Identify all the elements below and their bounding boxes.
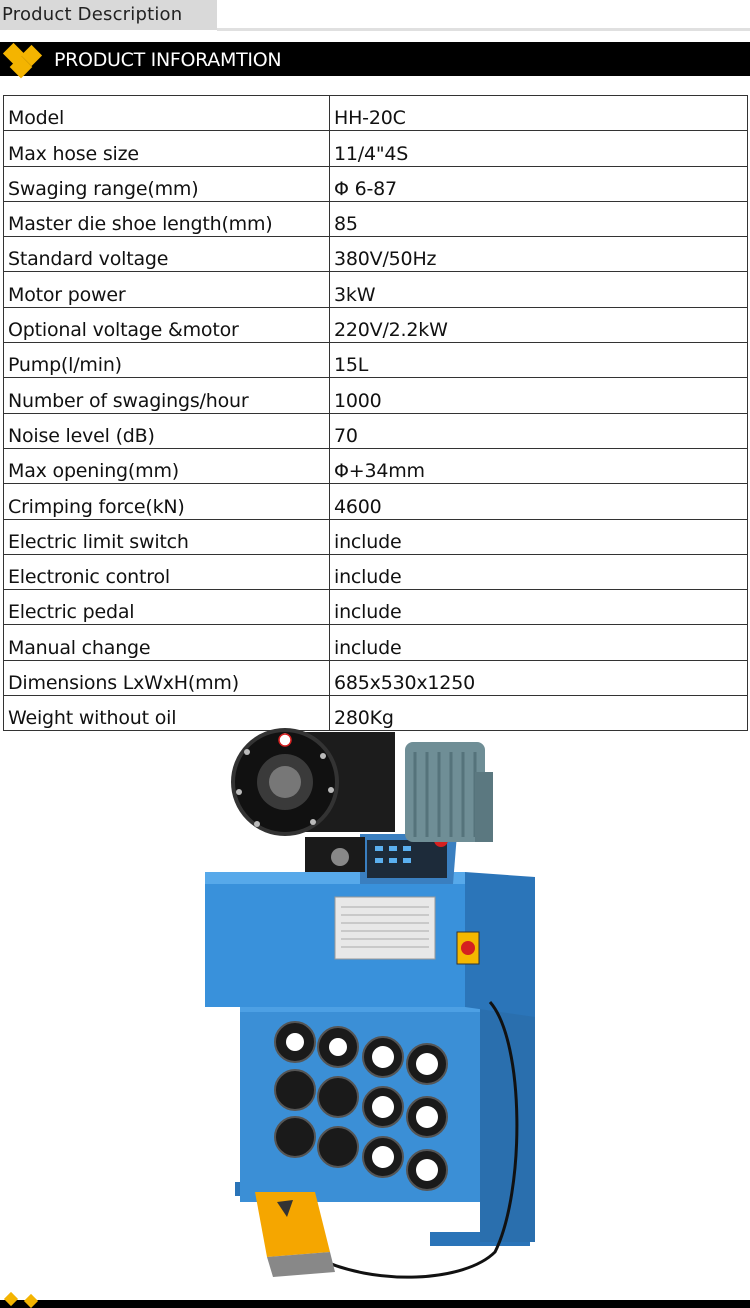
- spec-value: 85: [330, 201, 748, 236]
- spec-value: include: [330, 590, 748, 625]
- spec-row: [4, 625, 748, 660]
- spec-row: [4, 590, 748, 625]
- spec-key: Swaging range(mm): [4, 166, 330, 201]
- spec-value: HH-20C: [330, 96, 748, 131]
- spec-value: 280Kg: [330, 696, 748, 731]
- spec-table: [3, 95, 748, 731]
- hose-crimper-illustration: [195, 712, 555, 1287]
- spec-key: Pump(l/min): [4, 343, 330, 378]
- spec-value: 380V/50Hz: [330, 237, 748, 272]
- spec-key: Weight without oil: [4, 696, 330, 731]
- spec-value: Φ 6-87: [330, 166, 748, 201]
- spec-row: [4, 448, 748, 483]
- spec-row: [4, 378, 748, 413]
- spec-key: Max opening(mm): [4, 448, 330, 483]
- spec-value: 1000: [330, 378, 748, 413]
- spec-key: Max hose size: [4, 131, 330, 166]
- spec-key: Standard voltage: [4, 237, 330, 272]
- spec-key: Electric limit switch: [4, 519, 330, 554]
- spec-key: Manual change: [4, 625, 330, 660]
- spec-value: 4600: [330, 484, 748, 519]
- spec-row: [4, 343, 748, 378]
- spec-value: include: [330, 519, 748, 554]
- spec-key: Master die shoe length(mm): [4, 201, 330, 236]
- spec-row: [4, 660, 748, 695]
- spec-value: include: [330, 554, 748, 589]
- footer-bar: [0, 1300, 750, 1308]
- spec-value: 3kW: [330, 272, 748, 307]
- spec-value: 70: [330, 413, 748, 448]
- tab-product-description[interactable]: Product Description: [0, 0, 217, 30]
- spec-value: 685x530x1250: [330, 660, 748, 695]
- section-title: PRODUCT INFORAMTION: [54, 49, 282, 71]
- spec-row: [4, 166, 748, 201]
- spec-key: Electric pedal: [4, 590, 330, 625]
- spec-row: [4, 201, 748, 236]
- spec-key: Optional voltage &motor: [4, 307, 330, 342]
- spec-row: [4, 96, 748, 131]
- spec-row: [4, 307, 748, 342]
- spec-key: Number of swagings/hour: [4, 378, 330, 413]
- spec-value: 15L: [330, 343, 748, 378]
- section-banner: [0, 42, 750, 76]
- spec-key: Model: [4, 96, 330, 131]
- tab-strip: [0, 0, 750, 32]
- spec-key: Crimping force(kN): [4, 484, 330, 519]
- spec-row: [4, 413, 748, 448]
- spec-value: Φ+34mm: [330, 448, 748, 483]
- spec-key: Electronic control: [4, 554, 330, 589]
- tab-divider: [217, 28, 750, 31]
- spec-value: include: [330, 625, 748, 660]
- spec-row: [4, 554, 748, 589]
- spec-row: [4, 272, 748, 307]
- spec-row: [4, 131, 748, 166]
- spec-key: Dimensions LxWxH(mm): [4, 660, 330, 695]
- spec-row: [4, 237, 748, 272]
- spec-row: [4, 484, 748, 519]
- spec-value: 11/4"4S: [330, 131, 748, 166]
- spec-key: Motor power: [4, 272, 330, 307]
- spec-key: Noise level (dB): [4, 413, 330, 448]
- spec-value: 220V/2.2kW: [330, 307, 748, 342]
- spec-row: [4, 519, 748, 554]
